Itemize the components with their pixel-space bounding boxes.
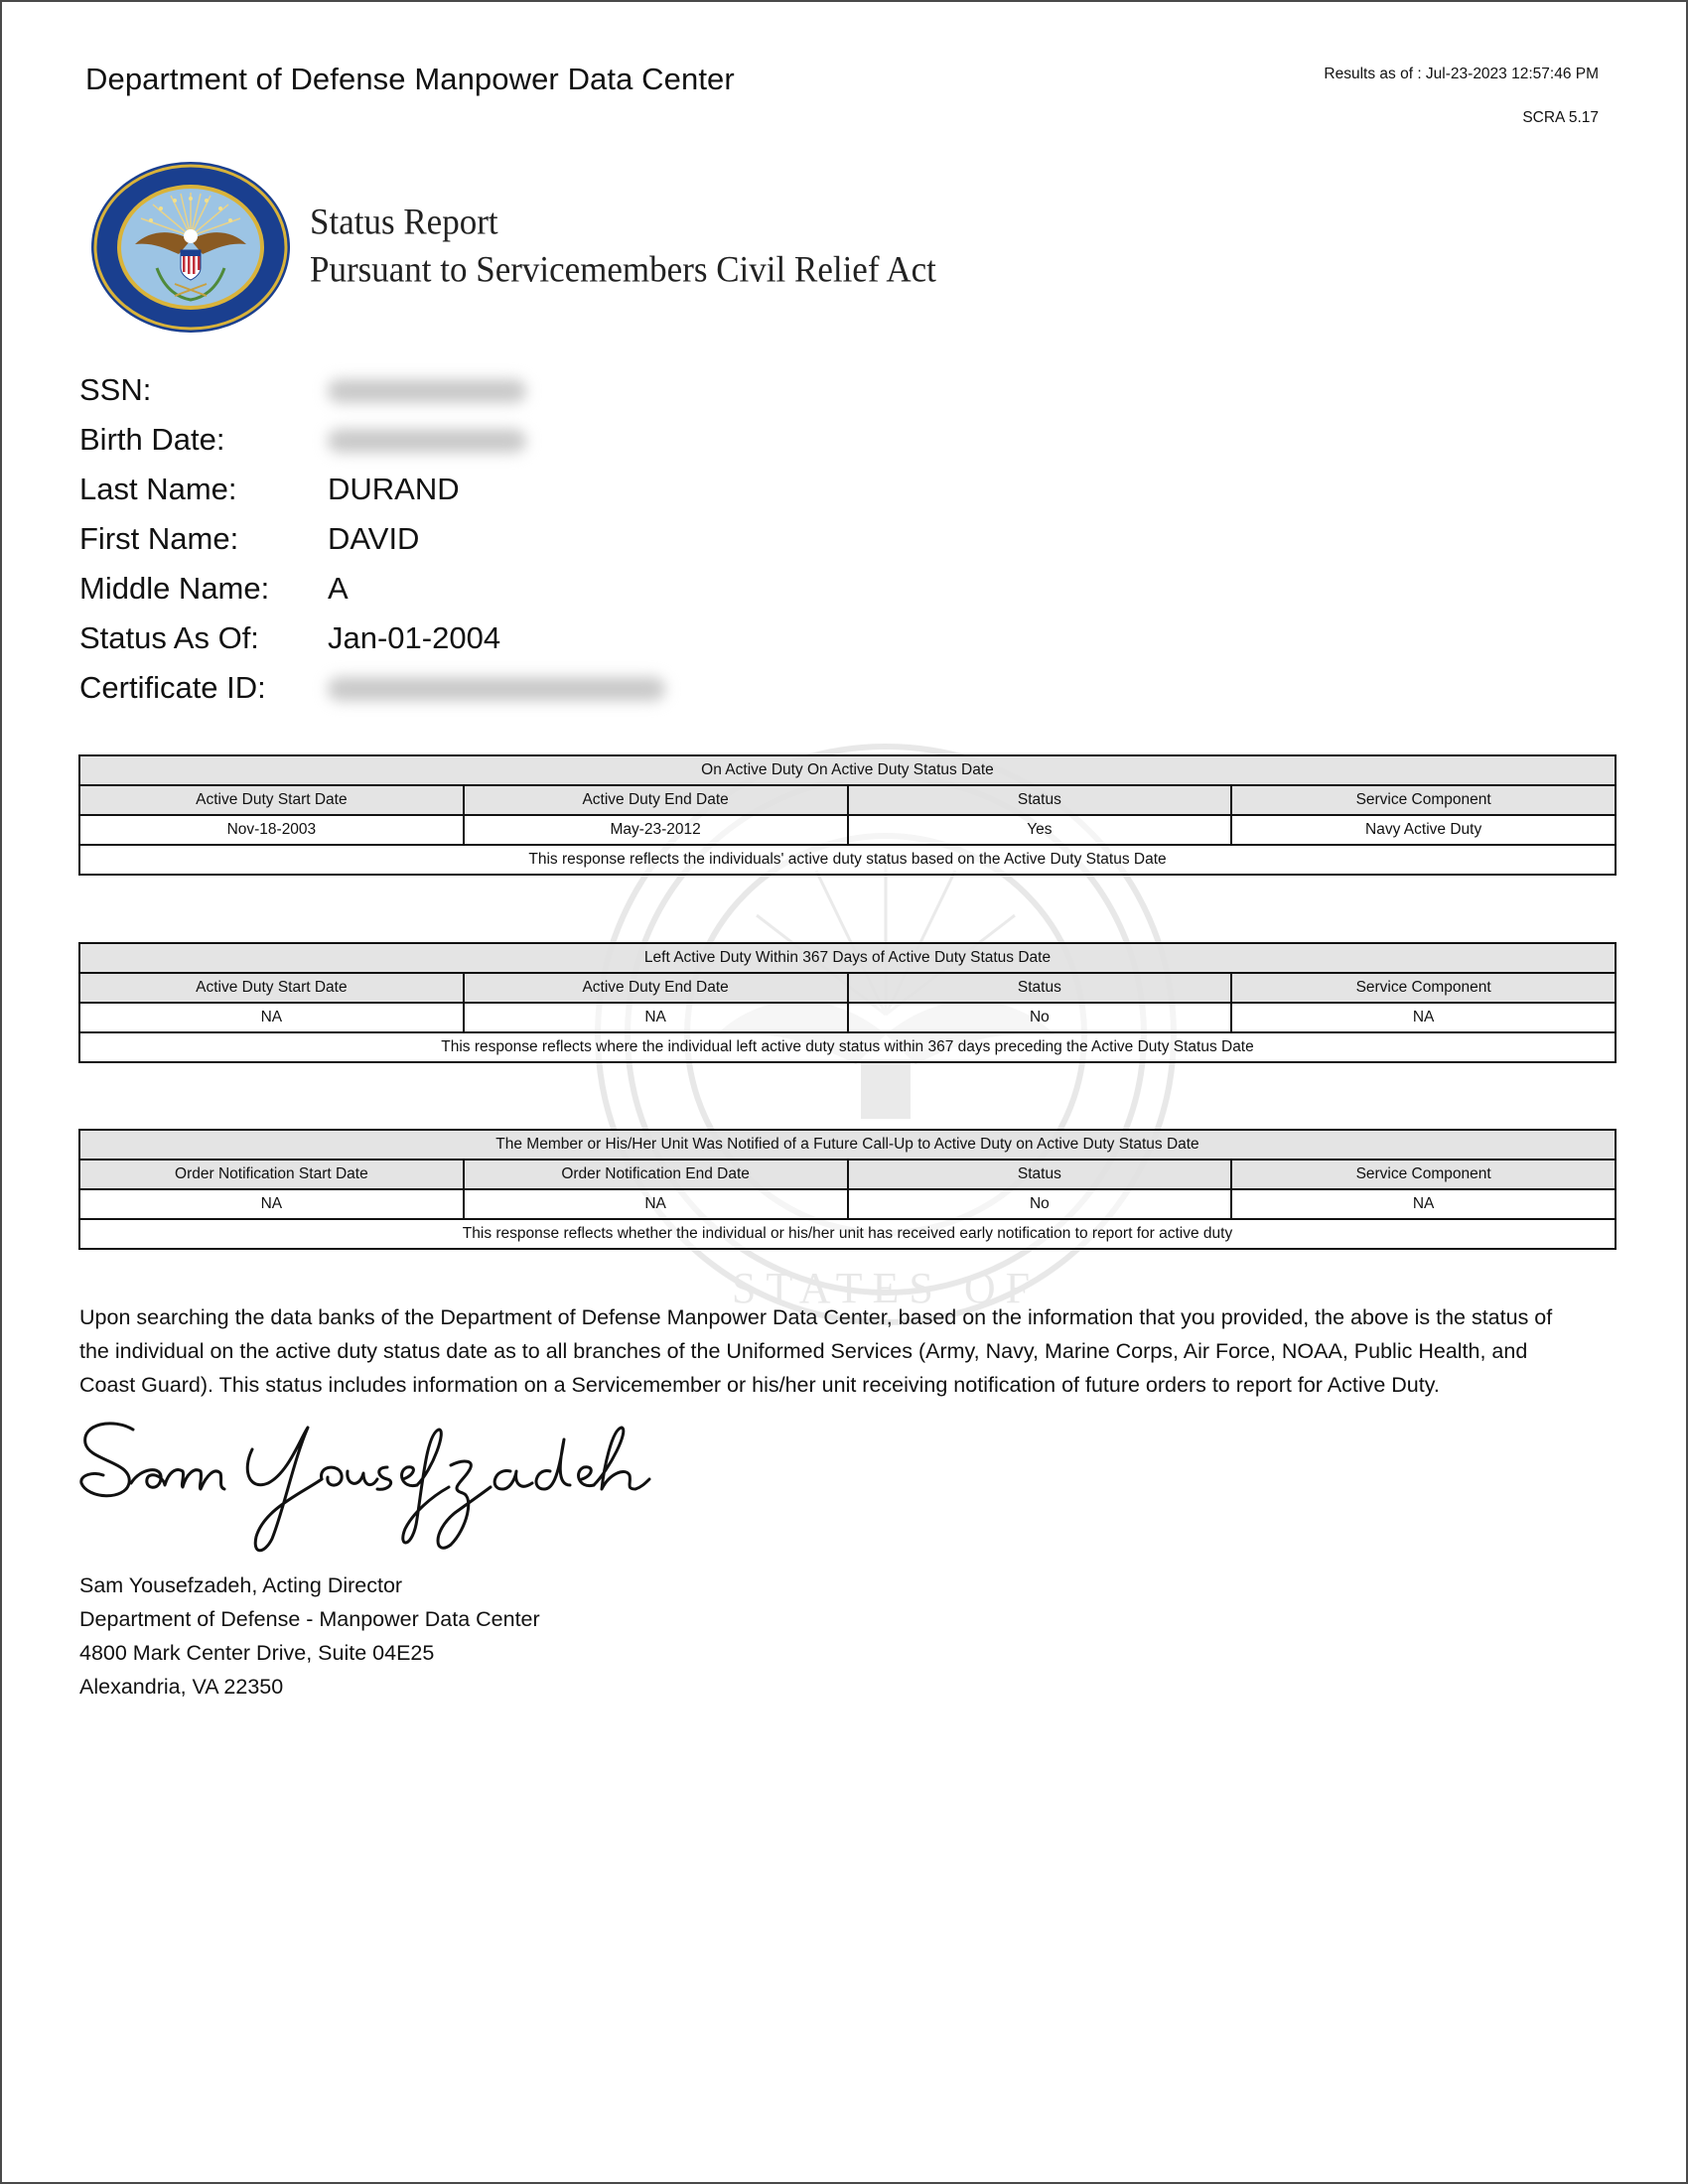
end-date-cell: NA bbox=[464, 1003, 848, 1032]
ssn-redacted-value bbox=[328, 379, 526, 403]
birth-date-redacted-value bbox=[328, 429, 526, 453]
birth-date-label: Birth Date: bbox=[79, 422, 225, 457]
middle-name-label: Middle Name: bbox=[79, 571, 270, 606]
status-cell: No bbox=[848, 1189, 1232, 1219]
organization-title: Department of Defense Manpower Data Center bbox=[85, 62, 735, 96]
column-header: Order Notification End Date bbox=[464, 1160, 848, 1189]
first-name-label: First Name: bbox=[79, 521, 239, 556]
first-name-value: DAVID bbox=[328, 521, 420, 556]
status-table-left-active-duty bbox=[78, 942, 1617, 1063]
signer-name-title: Sam Yousefzadeh, Acting Director bbox=[79, 1573, 403, 1597]
version-label: SCRA 5.17 bbox=[1522, 109, 1599, 126]
table-row bbox=[79, 815, 1616, 845]
table-note: This response reflects whether the individual or his/her unit has received early notification to report for active duty bbox=[79, 1219, 1616, 1249]
end-date-cell: May-23-2012 bbox=[464, 815, 848, 845]
table-title: Left Active Duty Within 367 Days of Active Duty Status Date bbox=[79, 943, 1616, 973]
table-note: This response reflects the individuals' active duty status based on the Active Duty Status Date bbox=[79, 845, 1616, 875]
column-header: Active Duty End Date bbox=[464, 973, 848, 1003]
column-header: Service Component bbox=[1231, 973, 1616, 1003]
signer-block bbox=[79, 1569, 540, 1704]
start-date-cell: Nov-18-2003 bbox=[79, 815, 464, 845]
end-date-cell: NA bbox=[464, 1189, 848, 1219]
table-note: This response reflects where the individual left active duty status within 367 days preceding the Active Duty Status Date bbox=[79, 1032, 1616, 1062]
statement-line: Coast Guard). This status includes information on a Servicemember or his/her unit receiving notification of future orders to report for Active Duty. bbox=[79, 1373, 1440, 1397]
column-header: Order Notification Start Date bbox=[79, 1160, 464, 1189]
dod-seal-icon bbox=[87, 159, 294, 336]
svg-text:STATES OF: STATES OF bbox=[731, 1264, 1041, 1312]
report-title-line1: Status Report bbox=[310, 201, 498, 242]
table-title: On Active Duty On Active Duty Status Date bbox=[79, 755, 1616, 785]
last-name-value: DURAND bbox=[328, 472, 460, 506]
service-component-cell: NA bbox=[1231, 1003, 1616, 1032]
start-date-cell: NA bbox=[79, 1189, 464, 1219]
column-header: Active Duty Start Date bbox=[79, 973, 464, 1003]
service-component-cell: NA bbox=[1231, 1189, 1616, 1219]
status-cell: Yes bbox=[848, 815, 1232, 845]
report-title bbox=[310, 199, 936, 295]
statement-line: the individual on the active duty status date as to all branches of the Uniformed Services (Army, Navy, Marine Corps, Air Force, NOAA, Public Health, and bbox=[79, 1339, 1528, 1363]
signer-address-line1: 4800 Mark Center Drive, Suite 04E25 bbox=[79, 1641, 435, 1665]
column-header: Status bbox=[848, 973, 1232, 1003]
results-timestamp: Results as of : Jul-23-2023 12:57:46 PM bbox=[1324, 66, 1599, 82]
table-row bbox=[79, 1189, 1616, 1219]
status-as-of-label: Status As Of: bbox=[79, 620, 259, 655]
table-title: The Member or His/Her Unit Was Notified of a Future Call-Up to Active Duty on Active Duty Status Date bbox=[79, 1130, 1616, 1160]
certification-statement bbox=[79, 1300, 1628, 1402]
table-row bbox=[79, 1003, 1616, 1032]
status-as-of-value: Jan-01-2004 bbox=[328, 620, 501, 655]
middle-name-value: A bbox=[328, 571, 349, 606]
start-date-cell: NA bbox=[79, 1003, 464, 1032]
column-header: Service Component bbox=[1231, 785, 1616, 815]
status-table-future-call-up bbox=[78, 1129, 1617, 1250]
ssn-label: SSN: bbox=[79, 372, 152, 407]
signature-icon bbox=[73, 1410, 848, 1559]
certificate-id-label: Certificate ID: bbox=[79, 670, 266, 705]
status-cell: No bbox=[848, 1003, 1232, 1032]
signer-organization: Department of Defense - Manpower Data Center bbox=[79, 1607, 540, 1631]
column-header: Service Component bbox=[1231, 1160, 1616, 1189]
column-header: Active Duty Start Date bbox=[79, 785, 464, 815]
service-component-cell: Navy Active Duty bbox=[1231, 815, 1616, 845]
column-header: Status bbox=[848, 785, 1232, 815]
certificate-id-redacted-value bbox=[328, 677, 665, 701]
column-header: Active Duty End Date bbox=[464, 785, 848, 815]
last-name-label: Last Name: bbox=[79, 472, 237, 506]
report-title-line2: Pursuant to Servicemembers Civil Relief Act bbox=[310, 249, 936, 291]
column-header: Status bbox=[848, 1160, 1232, 1189]
status-table-on-active-duty bbox=[78, 754, 1617, 876]
signer-address-line2: Alexandria, VA 22350 bbox=[79, 1675, 284, 1699]
statement-line: Upon searching the data banks of the Department of Defense Manpower Data Center, based on the information that you provided, the above is the status of bbox=[79, 1305, 1553, 1329]
